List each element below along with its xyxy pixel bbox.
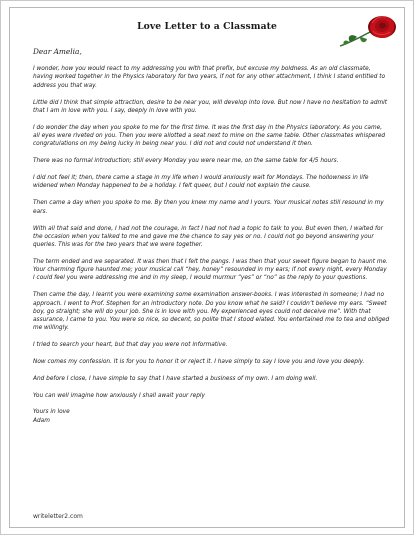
paragraph: Little did I think that simple attraction, desire to be near you, will develop into love. But now I have no hesitation to admit that I am in love with you. I say, deeply in love with you. <box>33 99 388 114</box>
closing-line: You can well imagine how anxiously I shall await your reply <box>33 393 205 400</box>
paragraph: I do wonder the day when you spoke to me for the first time. It was the first day in the Physics laboratory. As you came, all eyes were riveted on you. Then you were allotted a seat next to mine on the same table. Other classmates whispered congratulations on my being lucky in being near you. I did not and could not understand it then. <box>33 124 386 148</box>
paragraph: Then came the day, I learnt you were examining some examination answer-books. I was interested in someone; I had no approach. I went to Prof. Stephen for an introductory note. Do you know what he said? I couldn’t believe my ears. “Sweet boy, go straight; she will do your job. She is in love with you. My experienced eyes could not deceive me”. With that assurance, I came to you. You were so nice, so decent, so polite that I stood elated. You entertained me to tea and obliged me willingly. <box>33 292 390 332</box>
paragraph: I wonder, how you would react to my addressing you with that prefix, but excuse my boldness. As an old classmate, having worked together in the Physics laboratory for two years, if not for any other attachment, I think I stand entitled to address you that way. <box>33 66 386 89</box>
letter-body <box>33 48 390 425</box>
paragraph: There was no formal introduction; still every Monday you were near me, on the same table for 4/5 hours. <box>33 158 339 165</box>
letter-page <box>9 7 405 528</box>
paragraph: I did not feel it; then, there came a stage in my life when I would anxiously wait for Mondays. The hollowness in life widened when Monday happened to be a holiday. I felt queer, but I could not explain the cause. <box>33 175 369 190</box>
paragraph: Then came a day when you spoke to me. By then you knew my name and I yours. Your musical notes still resound in my ears. <box>33 200 384 215</box>
salutation: Dear Amelia, <box>33 47 82 56</box>
paragraph: And before I close, I have simple to say that I have started a business of my own. I am doing well. <box>33 376 318 383</box>
letter-title: Love Letter to a Classmate <box>137 21 277 32</box>
signature: Adam <box>33 417 50 424</box>
paragraph: Now comes my confession. It is for you to honor it or reject it. I have simply to say I love you and love you deeply. <box>33 359 365 366</box>
red-rose-icon <box>338 12 400 50</box>
paragraph: The term ended and we separated. It was then that I felt the pangs. I was then that your sweet figure began to haunt me. Your charming figure haunted me; your musical call “hey, honey” resounded in my ears; if not every night, every Monday I could feel you were addressing me and in my sleep, I would murmur “yes” or “no” as the reply to your questions. <box>33 259 388 282</box>
paragraph: With all that said and done, I had not the courage, in fact I had not had a topic to talk to you. But even then, I waited for the occasion when you talked to me and gave me the chance to say yes or no. I could not go beyond answering your queries. This was for the two years that we were together. <box>33 225 383 249</box>
signoff: Yours in love <box>33 409 70 416</box>
footer-website: writeletter2.com <box>33 513 83 520</box>
paragraph: I tried to search your heart, but that day you were not informative. <box>33 342 228 349</box>
